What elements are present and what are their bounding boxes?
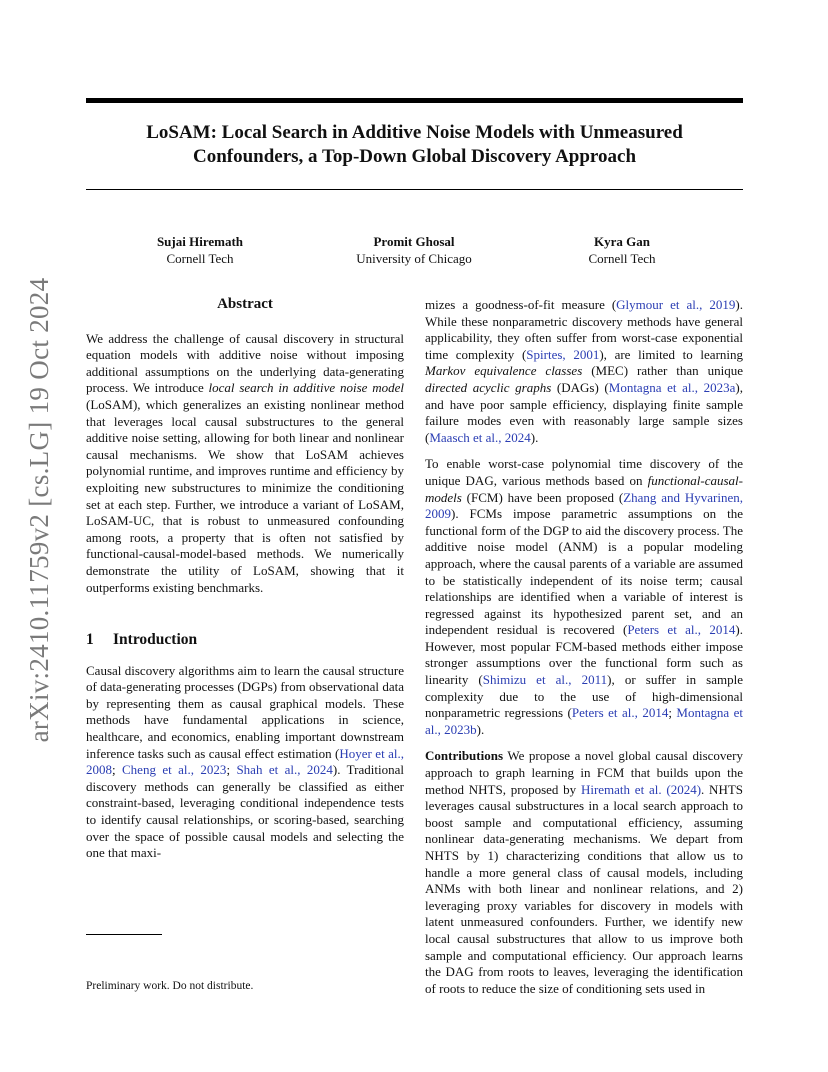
author-block-1	[100, 233, 300, 267]
section-heading-introduction	[86, 632, 404, 649]
body-text: ). FCMs impose parametric assumptions on the functional form of the DGP to aid the discovery process. The additive noise model (ANM) is a popular modeling approach, where the causal parents of a variable are assumed to be statistically independent of its noise term; causal relationships are identified when a variable of interest is regressed against its hypothesized parent set, and an independent residual is recovered (	[425, 506, 743, 638]
body-text: ). However, most popular FCM-based methods either impose stronger assumptions over the functional form such as linearity (	[425, 622, 743, 688]
body-text: ).	[530, 429, 539, 445]
abstract-text: We address the challenge of causal discovery in structural equation models with additive noise without imposing additional assumptions on the underlying data-generating process. We introduce	[86, 330, 404, 396]
citation-link[interactable]: Montagna et al., 2023a	[608, 379, 736, 395]
author-name: Promit Ghosal	[373, 234, 455, 249]
section-number: 1	[86, 631, 94, 649]
paper-title	[86, 121, 743, 169]
body-text: We propose a novel global causal discovery approach to graph learning in FCM that builds upon the method NHTS, proposed by	[425, 748, 743, 797]
abstract-body	[86, 331, 404, 597]
author-name: Kyra Gan	[594, 234, 650, 249]
emphasis-text: functional-causal-models	[425, 472, 743, 505]
section-title: Introduction	[113, 631, 198, 649]
title-bottom-rule	[86, 189, 743, 190]
author-block-3	[522, 233, 722, 267]
contributions-paragraph	[425, 748, 743, 997]
author-block-2	[314, 233, 514, 267]
body-text: ), and have poor sample efficiency, displaying finite sample failure modes even with reasonably large sample sizes (	[425, 379, 743, 445]
contributions-heading: Contributions	[425, 748, 504, 764]
citation-link[interactable]: Hiremath et al. (2024)	[580, 781, 702, 797]
left-column	[86, 290, 404, 862]
body-text: ). Traditional discovery methods can generally be classified as either constraint-based, leveraging conditional independence tests to identify causal relationships, or scoring-based, searching over the space of possible causal models and selecting the one that maxi-	[86, 762, 404, 861]
citation-link[interactable]: Peters et al., 2014	[571, 705, 669, 721]
right-paragraph-2	[425, 456, 743, 738]
body-text: To enable worst-case polynomial time discovery of the unique DAG, various methods based on	[425, 456, 743, 488]
citation-link[interactable]: Peters et al., 2014	[627, 622, 736, 638]
body-text: ), or suffer in sample complexity due to the use of high-dimensional nonparametric regressions (	[425, 672, 743, 721]
title-line-2: Confounders, a Top-Down Global Discovery Approach	[192, 146, 637, 167]
footnote-rule	[86, 934, 162, 935]
citation-link[interactable]: Shah et al., 2024	[236, 762, 333, 778]
abstract-heading: Abstract	[217, 296, 273, 312]
author-affiliation: Cornell Tech	[588, 251, 656, 266]
body-text: ;	[226, 762, 237, 778]
body-text: Causal discovery algorithms aim to learn the causal structure of data-generating processes (DGPs) from observational data by representing them as causal graphical models. These methods have fundamental applications in science, healthcare, and economics, enabling important downstream inference tasks such as causal effect estimation (	[86, 662, 404, 761]
citation-link[interactable]: Cheng et al., 2023	[122, 762, 227, 778]
arxiv-watermark: arXiv:2410.11759v2 [cs.LG] 19 Oct 2024	[24, 277, 54, 743]
citation-link[interactable]: Hoyer et al., 2008	[86, 745, 404, 778]
body-text: . NHTS leverages causal substructures in a local search approach to boost sample and computational efficiency, assuming nonlinear data-generating mechanisms. We depart from NHTS by 1) characterizing conditions that allow us to handle a more general class of causal models, including ANMs with both linear and nonlinear relations, and 2) leveraging proxy variables for discovery in models with latent unmeasured confounders. Further, we identify new local causal substructures that allow to us improve both sample and computational efficiency. Our approach learns the DAG from roots to leaves, leveraging the identification of roots to reduce the size of conditioning sets used in	[425, 781, 743, 996]
title-top-rule	[86, 98, 743, 103]
body-text: ;	[668, 705, 677, 721]
right-paragraph-1	[425, 297, 743, 446]
body-text: (DAGs) (	[551, 379, 609, 395]
citation-link[interactable]: Maasch et al., 2024	[429, 429, 531, 445]
emphasis-text: directed acyclic graphs	[425, 379, 552, 395]
footnote: Preliminary work. Do not distribute.	[86, 980, 254, 992]
body-text: mizes a goodness-of-fit measure (	[425, 297, 617, 312]
right-column	[425, 297, 743, 997]
body-text: ). While these nonparametric discovery methods have general applicability, they often suffer from worst-case exponential time complexity (	[425, 297, 743, 362]
emphasis-text: Markov equivalence classes	[425, 363, 583, 379]
author-affiliation: University of Chicago	[356, 251, 472, 266]
intro-paragraph	[86, 663, 404, 862]
body-text: ;	[112, 762, 123, 778]
abstract-text: (LoSAM), which generalizes an existing nonlinear method that leverages local causal substructures to the general additive noise setting, allowing for both linear and nonlinear causal mechanisms. We show that LoSAM achieves polynomial runtime, and improves runtime and efficiency by exploiting new substructures to minimize the conditioning set at each step. Further, we introduce a variant of LoSAM, LoSAM-UC, that is robust to unmeasured confounding among roots, a property that is often not satisfied by functional-causal-model-based methods. We numerically demonstrate the utility of LoSAM, showing that it outperforms existing benchmarks.	[86, 396, 404, 595]
body-text: (MEC) rather than unique	[582, 363, 743, 379]
body-text: ).	[476, 721, 485, 737]
citation-link[interactable]: Glymour et al., 2019	[616, 297, 736, 312]
body-text: ), are limited to learning	[599, 346, 744, 362]
citation-link[interactable]: Zhang and Hyvarinen, 2009	[425, 489, 743, 522]
abstract-emphasis: local search in additive noise model	[208, 380, 404, 396]
citation-link[interactable]: Shimizu et al., 2011	[482, 672, 608, 688]
body-text: (FCM) have been proposed (	[461, 489, 624, 505]
citation-link[interactable]: Spirtes, 2001	[526, 346, 600, 362]
citation-link[interactable]: Montagna et al., 2023b	[425, 705, 743, 737]
title-line-1: LoSAM: Local Search in Additive Noise Models with Unmeasured	[146, 122, 683, 143]
author-affiliation: Cornell Tech	[166, 251, 234, 266]
author-name: Sujai Hiremath	[156, 234, 244, 249]
